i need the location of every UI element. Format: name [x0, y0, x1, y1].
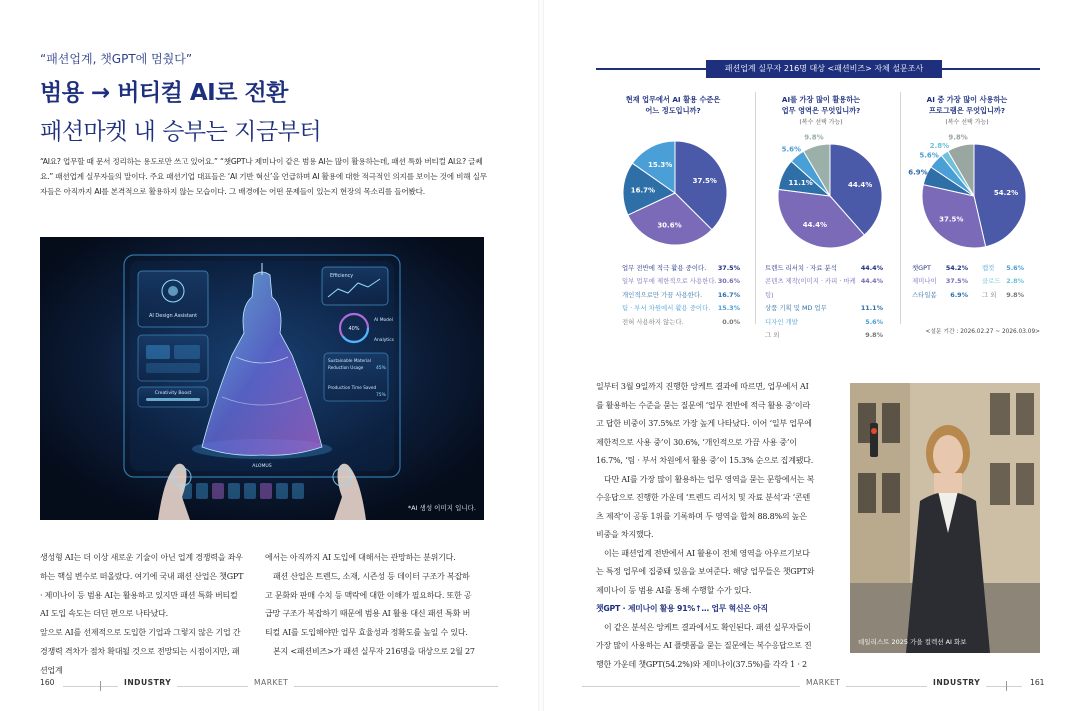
legend-row — [765, 329, 883, 342]
survey-period: <설문 기간 : 2026.02.27 ~ 2026.03.09> — [925, 329, 1040, 335]
q2-title-line1: AI를 가장 많이 활용하는 — [781, 95, 861, 104]
legend-label: 개인적으로만 가끔 사용한다. — [622, 290, 703, 299]
legend-label: 콘텐츠 제작(이미지 · 카피 · 마케팅) — [765, 277, 856, 299]
pie-data-label: 44.4% — [802, 220, 828, 229]
paragraph: 다만 AI를 가장 많이 활용하는 업무 영역을 묻는 문항에서는 복수응답으로 진행한 가운데 ‘트렌드 리서치 및 자료 분석’과 ‘콘텐츠 제작’이 공동 1위를 기록하며 두 영역을 합쳐 88.8%의 높은 비중을 차지했다. — [596, 474, 815, 539]
spread-gutter — [538, 0, 544, 711]
pie-data-label: 16.7% — [630, 186, 656, 195]
article-lead: “AI요? 업무할 때 문서 정리하는 용도로만 쓰고 있어요.” “챗GPT나 제미나이 같은 범용 AI는 많이 활용하는데, 패션 특화 버티컬 AI요? 글쎄요.” 패션업계 실무자들의 말이다. 주요 패션기업 대표들은 ‘AI 기반 혁신’을 언급하며 AI 활용에 대한 적극적인 의지를 보이는 것에 비해 실무자들은 아직까지 AI를 본격적으로 활용하지 않는 모습이다. 그 배경에는 어떤 문제들이 있는지 현장의 목소리를 들어봤다. — [40, 157, 487, 196]
street-fashion-photo — [850, 383, 1040, 653]
legend-label: 클로드 — [982, 277, 1001, 286]
footer-section-left: INDUSTRY — [118, 678, 177, 694]
legend-row — [622, 289, 740, 302]
legend-row — [912, 262, 1024, 275]
legend-label: 업무 전반에 적극 활용 중이다. — [622, 264, 707, 272]
footer-separator — [100, 681, 101, 691]
hero-ui-creativity: Creativity Boost — [154, 391, 192, 396]
legend-value: 15.3% — [717, 304, 740, 313]
folio-left: 160 — [40, 678, 63, 694]
hero-ui-analytics: Analytics — [374, 338, 394, 343]
hero-ui-material: Sustainable Material — [328, 358, 371, 363]
pie-data-label: 2.8% — [929, 142, 950, 151]
legend-row — [912, 289, 1024, 302]
q3-title — [892, 94, 1042, 116]
q2-title-line2: 업무 영역은 무엇입니까? — [781, 106, 861, 115]
legend-value: 37.5% — [945, 277, 968, 286]
hero-ui-material-usage: Reduction Usage — [328, 365, 364, 370]
pie-data-label: 30.6% — [657, 221, 682, 230]
ai-fashion-illustration — [40, 237, 484, 520]
paragraph: 이 같은 분석은 앙케트 결과에서도 확인된다. 패션 실무자들이 가장 많이 사용하는 AI 플랫폼을 묻는 질문에는 복수응답으로 진행한 가운데 챗GPT(54.2%)와 제미나이(37.5%)를 각각 1 · 2 — [596, 622, 812, 669]
paragraph: 패션 산업은 트렌드, 소재, 시즌성 등 데이터 구조가 복잡하고 문화와 판매 수치 등 맥락에 대한 이해가 필요하다. 또한 공급망 구조가 복잡하기 때문에 범용 AI 활용 대신 패션 특화 버티컬 AI를 도입해야만 업무 효율성과 정확도를 높일 수 있다. — [265, 571, 472, 638]
q1-title-line2: 어느 정도입니까? — [645, 106, 701, 115]
legend-label: 그 외 — [765, 331, 780, 340]
hero-ui-brand: ALOMUS — [252, 464, 272, 469]
body-column-1 — [40, 549, 246, 681]
legend-value: 2.8% — [1006, 277, 1024, 286]
pie-data-label: 9.8% — [804, 133, 824, 142]
legend-value: 16.7% — [717, 290, 740, 299]
paragraph: 이는 패션업계 전반에서 AI 활용이 전체 영역을 아우르기보다는 특정 업무에 집중돼 있음을 보여준다. 해당 업무들은 챗GPT와 제미나이 등 범용 AI를 통해 수행할 수가 있다. — [596, 548, 815, 595]
q3-title-line2: 프로그램은 무엇입니까? — [928, 106, 1006, 115]
article-title-line1: 범용 → 버티컬 AI로 전환 — [40, 80, 288, 106]
hero-ui-assistant: AI Design Assistant — [148, 313, 198, 319]
legend-label: 일부 업무에 제한적으로 사용한다. — [622, 277, 717, 286]
q2-note: (복수 선택 가능) — [799, 119, 843, 126]
legend-label: 제미나이 — [912, 277, 937, 286]
paragraph: 생성형 AI는 더 이상 새로운 기술이 아닌 업계 경쟁력을 좌우하는 핵심 변수로 떠올랐다. 여기에 국내 패션 산업은 챗GPT · 제미나이 등 범용 AI는 활용하고 있지만 패션 특화 버티컬 AI 도입 속도는 더딘 편으로 나타났다. — [40, 553, 244, 619]
legend-value: 9.8% — [865, 331, 883, 340]
legend-label: 상품 기획 및 MD 업무 — [765, 304, 827, 313]
legend-row — [765, 275, 883, 302]
paragraph: 일부터 3월 9일까지 진행한 앙케트 결과에 따르면, 업무에서 AI를 활용하는 수준을 묻는 질문에 ‘업무 전반에 적극 활용 중’이라고 답한 비중이 37.5%로 가장 높게 나타났다. 이어 ‘일부 업무에 제한적으로 사용 중’이 30.6%, ‘개인적으로 가끔 사용 중’이 16.7%, ‘팀 · 부서 차원에서 활용 중’이 15.3% 순으로 집계됐다. — [596, 382, 814, 465]
legend-row — [765, 302, 883, 315]
article-title-line2: 패션마켓 내 승부는 지금부터 — [40, 119, 322, 145]
hero-ui-production-pct: 75% — [376, 393, 386, 398]
q2-title — [746, 94, 896, 116]
legend-label: 그 외 — [982, 290, 997, 299]
folio-right: 161 — [1022, 678, 1045, 694]
survey-divider — [900, 92, 901, 324]
legend-value: 5.6% — [1006, 264, 1024, 272]
legend-label: 팀 · 부서 차원에서 활용 중이다. — [622, 304, 711, 313]
legend-value: 30.6% — [717, 277, 740, 286]
footer-sub-left: MARKET — [248, 678, 294, 694]
legend-row — [622, 316, 740, 329]
fashion-photo — [850, 383, 1040, 653]
hero-ui-efficiency: Efficiency — [330, 274, 354, 279]
legend-row — [622, 302, 740, 315]
legend-value: 54.2% — [945, 264, 968, 272]
legend-label: 디자인 개발 — [765, 317, 798, 326]
hero-caption: *AI 생성 이미지 입니다. — [407, 504, 476, 512]
pie-data-label: 5.6% — [919, 151, 939, 160]
footer-sub-right: MARKET — [800, 678, 846, 694]
legend-value: 6.9% — [950, 290, 968, 299]
q1-title-line1: 현재 업무에서 AI 활용 수준은 — [625, 95, 721, 104]
paragraph: 본지 <패션비즈>가 패션 실무자 216명을 대상으로 2월 27 — [273, 646, 475, 656]
pie-data-label: 37.5% — [939, 215, 964, 224]
pie-data-label: 54.2% — [993, 188, 1019, 197]
footer-section-right: INDUSTRY — [927, 678, 986, 694]
legend-label: 챗GPT — [912, 264, 931, 272]
pie-data-label: 5.6% — [781, 145, 802, 154]
body-column-3 — [596, 378, 816, 674]
legend-label: 트렌드 리서치 · 자료 분석 — [765, 264, 837, 272]
footer-separator — [1006, 681, 1007, 691]
paragraph: 앞으로 AI를 선제적으로 도입한 기업과 그렇지 않은 기업 간 경쟁력 격차가 점차 확대될 것으로 전망되는 시점이지만, 패션업계 — [40, 628, 241, 675]
legend-row — [765, 316, 883, 329]
survey-divider — [755, 92, 756, 324]
pie-data-label: 6.9% — [908, 168, 928, 177]
survey-title: 패션업계 실무자 216명 대상 <패션비즈> 자체 설문조사 — [706, 60, 942, 78]
q3-note: (복수 선택 가능) — [945, 119, 989, 126]
body-column-2 — [265, 549, 475, 662]
pie-data-label: 11.1% — [788, 179, 813, 188]
q1-title — [600, 94, 746, 116]
q3-title-line1: AI 중 가장 많이 사용하는 — [926, 95, 1008, 104]
legend-label: 캡컷 — [982, 264, 995, 272]
pie-data-label: 44.4% — [848, 181, 873, 190]
section-subhead: 챗GPT · 제미나이 활용 91%↑… 업무 혁신은 아직 — [596, 604, 768, 613]
pie-chart-q3 — [904, 128, 1040, 258]
photo-caption: 데일리스트 2025 가을 컬렉션 AI 화보 — [858, 638, 967, 646]
legend-label: 전혀 사용하지 않는다. — [622, 317, 684, 326]
hero-ui-production: Production Time Saved — [328, 385, 377, 390]
pie-chart-q2 — [760, 128, 896, 258]
pie-chart-q1 — [610, 128, 740, 258]
pie-data-label: 15.3% — [647, 160, 673, 169]
legend-value: 5.6% — [865, 317, 883, 326]
article-kicker: “패션업계, 챗GPT에 멈췄다” — [40, 52, 193, 66]
legend-value: 9.8% — [1006, 290, 1024, 299]
pie-data-label: 9.8% — [948, 133, 968, 142]
legend-row — [622, 262, 740, 275]
legend-value: 0.0% — [722, 317, 740, 326]
legend-row — [765, 262, 883, 275]
legend-value: 44.4% — [860, 264, 883, 272]
hero-ui-model: AI Model — [374, 318, 393, 323]
legend-row — [622, 275, 740, 288]
legend-value: 11.1% — [860, 304, 883, 313]
legend-q2 — [765, 262, 883, 342]
legend-label: 스타일봄 — [912, 290, 937, 299]
legend-value: 44.4% — [860, 277, 883, 286]
hero-image — [40, 237, 484, 520]
legend-q1 — [622, 262, 740, 329]
hero-ui-material-pct: 45% — [376, 366, 386, 371]
pie-data-label: 37.5% — [692, 177, 717, 186]
hero-ui-percent: 40% — [348, 326, 360, 332]
legend-q3 — [912, 262, 1024, 302]
legend-value: 37.5% — [717, 264, 740, 272]
legend-row — [912, 275, 1024, 288]
paragraph: 에서는 아직까지 AI 도입에 대해서는 관망하는 분위기다. — [265, 553, 456, 562]
